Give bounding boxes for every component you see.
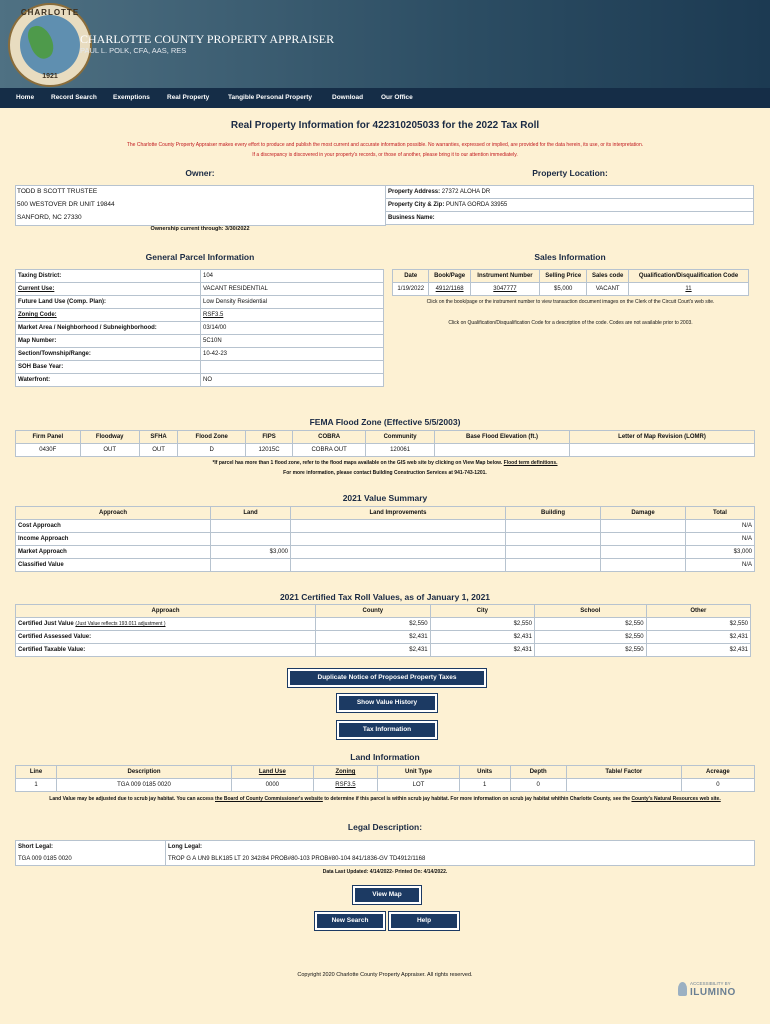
- general-row: [16, 270, 384, 283]
- owner-heading: Owner:: [185, 168, 215, 178]
- general-value: VACANT RESIDENTIAL: [201, 283, 384, 296]
- certified-value: $2,431: [316, 631, 431, 644]
- short-legal-value: TGA 009 0185 0020: [16, 853, 166, 866]
- general-row: [16, 348, 384, 361]
- just-value-note-link[interactable]: (Just Value reflects 193.011 adjustment ): [75, 621, 166, 627]
- nav-download[interactable]: Download: [332, 94, 364, 101]
- sales-header: Date: [393, 270, 429, 283]
- fema-cell: 12015C: [245, 444, 292, 457]
- sale-date: 1/19/2022: [393, 283, 429, 296]
- owner-line-3: SANFORD, NC 27330: [17, 214, 82, 221]
- location-table: [385, 185, 754, 225]
- certified-value: $2,550: [534, 644, 646, 657]
- site-header: [0, 0, 770, 88]
- seal-top-text: CHARLOTTE: [20, 8, 80, 17]
- fema-cell: [435, 444, 570, 457]
- fema-header: Flood Zone: [178, 431, 246, 444]
- general-label: Waterfront:: [16, 374, 201, 387]
- certified-header: School: [534, 605, 646, 618]
- land-use-header-link[interactable]: Land Use: [232, 766, 314, 779]
- general-value: [201, 361, 384, 374]
- certified-value: $2,550: [534, 631, 646, 644]
- fema-heading: FEMA Flood Zone (Effective 5/5/2003): [309, 417, 461, 427]
- certified-value: $2,431: [646, 644, 750, 657]
- certified-row: [16, 644, 751, 657]
- land-cell: 0: [510, 779, 566, 792]
- general-row: [16, 296, 384, 309]
- land-note: [15, 795, 755, 804]
- certified-value: $2,431: [646, 631, 750, 644]
- fema-table: [15, 430, 755, 457]
- general-value: 03/14/00: [201, 322, 384, 335]
- fema-note-1: [0, 460, 770, 466]
- value-summary-table: [15, 506, 755, 572]
- fema-header: Firm Panel: [16, 431, 81, 444]
- land-note-text: Land Value may be adjusted due to scrub jay habitat. You can access: [49, 796, 214, 802]
- value-cell: [291, 546, 506, 559]
- view-map-button[interactable]: View Map: [353, 886, 421, 904]
- owner-line-2: 500 WESTOVER DR UNIT 19844: [17, 201, 115, 208]
- sales-header: Qualification/Disqualification Code: [629, 270, 749, 283]
- value-total: N/A: [686, 520, 755, 533]
- general-label: SOH Base Year:: [16, 361, 201, 374]
- fema-header: Letter of Map Revision (LOMR): [570, 431, 755, 444]
- sales-heading: Sales Information: [534, 252, 606, 262]
- land-cell: TGA 009 0185 0020: [57, 779, 232, 792]
- fema-note-2: For more information, please contact Building Construction Services at 941-743-1201.: [283, 470, 487, 476]
- certified-value: $2,550: [646, 618, 750, 631]
- fema-cell: OUT: [139, 444, 178, 457]
- value-cell: [211, 559, 291, 572]
- site-subtitle: PAUL L. POLK, CFA, AAS, RES: [80, 46, 187, 55]
- instrument-number-link[interactable]: 3047777: [470, 283, 539, 296]
- zoning-code-link[interactable]: Zoning Code:: [16, 309, 201, 322]
- general-row: [16, 374, 384, 387]
- land-header: Unit Type: [378, 766, 459, 779]
- general-row: [16, 335, 384, 348]
- new-search-button[interactable]: New Search: [315, 912, 385, 930]
- seal-year: 1921: [42, 73, 58, 80]
- value-cell: [601, 520, 686, 533]
- general-row: [16, 361, 384, 374]
- value-total: N/A: [686, 533, 755, 546]
- value-cell: [601, 559, 686, 572]
- certified-value: $2,550: [534, 618, 646, 631]
- certified-row: [16, 631, 751, 644]
- certified-row: [16, 618, 751, 631]
- value-row: [16, 533, 755, 546]
- address-value: 27372 ALOHA DR: [441, 189, 491, 195]
- tax-information-button[interactable]: Tax Information: [337, 721, 437, 739]
- fema-header: SFHA: [139, 431, 178, 444]
- certified-value: $2,431: [430, 644, 534, 657]
- value-header: Land Improvements: [291, 507, 506, 520]
- general-row: [16, 322, 384, 335]
- value-total: $3,000: [686, 546, 755, 559]
- value-cell: [506, 520, 601, 533]
- general-row: [16, 309, 384, 322]
- sales-row: [393, 283, 749, 296]
- fema-cell: COBRA OUT: [293, 444, 366, 457]
- zoning-value-link[interactable]: RSF3.5: [201, 309, 384, 322]
- value-row: [16, 559, 755, 572]
- land-row: [16, 779, 755, 792]
- fema-cell: OUT: [80, 444, 139, 457]
- legal-table: [15, 840, 755, 866]
- certified-value: $2,550: [316, 618, 431, 631]
- land-cell: 1: [459, 779, 510, 792]
- main-nav: [0, 88, 770, 108]
- address-label: Property Address:: [388, 189, 441, 195]
- general-label: Taxing District:: [16, 270, 201, 283]
- fema-cell: [570, 444, 755, 457]
- location-heading: Property Location:: [532, 168, 608, 178]
- fema-header: Community: [366, 431, 435, 444]
- land-note-text: to determine if this parcel is within scrub jay habitat. For more information on scrub jay habitat whithin Charlotte County, see the: [324, 796, 631, 802]
- nav-exemptions[interactable]: Exemptions: [113, 94, 150, 101]
- general-label: Market Area / Neighborhood / Subneighborhood:: [16, 322, 201, 335]
- land-header: Units: [459, 766, 510, 779]
- fema-cell: D: [178, 444, 246, 457]
- value-total: N/A: [686, 559, 755, 572]
- land-header: Table/ Factor: [566, 766, 681, 779]
- value-header: Building: [506, 507, 601, 520]
- certified-table: [15, 604, 751, 657]
- general-label: Section/Township/Range:: [16, 348, 201, 361]
- sales-table: [392, 269, 749, 296]
- sales-note-2: Click on Qualification/Disqualification Code for a description of the code. Codes are not available prior to 2003.: [448, 320, 693, 326]
- land-cell: 1: [16, 779, 57, 792]
- accessibility-badge[interactable]: [678, 980, 758, 1002]
- disclaimer-1: The Charlotte County Property Appraiser makes every effort to produce and publish the most current and accurate information possible. No warranties, expressed or implied, are provided for the data herein, its use, or its interpretation.: [126, 142, 644, 148]
- land-cell: [566, 779, 681, 792]
- nav-tangible-personal-property[interactable]: Tangible Personal Property: [228, 94, 313, 101]
- badge-name: ILUMINO: [690, 987, 736, 998]
- value-cell: [291, 520, 506, 533]
- land-header: Line: [16, 766, 57, 779]
- zoning-value-link[interactable]: RSF3.5: [313, 779, 378, 792]
- land-cell: LOT: [378, 779, 459, 792]
- certified-header: Other: [646, 605, 750, 618]
- value-summary-heading: 2021 Value Summary: [342, 493, 428, 503]
- value-cell: [601, 533, 686, 546]
- city-label: Property City & Zip:: [388, 202, 445, 208]
- site-title: CHARLOTTE COUNTY PROPERTY APPRAISER: [80, 32, 335, 46]
- general-value: 10-42-23: [201, 348, 384, 361]
- disclaimer-2: If a discrepancy is discovered in your property's records, or those of another, please bring it to our attention immediately.: [252, 152, 518, 158]
- value-cell: [211, 533, 291, 546]
- legal-heading: Legal Description:: [347, 822, 423, 832]
- land-header: Depth: [510, 766, 566, 779]
- value-header: Land: [211, 507, 291, 520]
- value-header: Total: [686, 507, 755, 520]
- help-button[interactable]: Help: [389, 912, 459, 930]
- current-use-link[interactable]: Current Use:: [16, 283, 201, 296]
- land-table: [15, 765, 755, 792]
- certified-value: $2,550: [430, 618, 534, 631]
- general-heading: General Parcel Information: [145, 252, 255, 262]
- value-row: [16, 546, 755, 559]
- nav-our-office[interactable]: Our Office: [381, 94, 413, 101]
- nav-home[interactable]: Home: [16, 94, 35, 101]
- sales-header: Selling Price: [540, 270, 587, 283]
- fema-header: FIPS: [245, 431, 292, 444]
- value-cell: [601, 546, 686, 559]
- flood-term-definitions-link[interactable]: Flood term definitions.: [503, 460, 558, 466]
- certified-label: Certified Just Value: [18, 621, 74, 627]
- sales-header: Book/Page: [429, 270, 470, 283]
- fema-header: Floodway: [80, 431, 139, 444]
- value-cell: [211, 520, 291, 533]
- value-header: Damage: [601, 507, 686, 520]
- value-cell: [291, 533, 506, 546]
- value-cell: [506, 533, 601, 546]
- fema-cell: 0430F: [16, 444, 81, 457]
- certified-header: County: [316, 605, 431, 618]
- general-row: [16, 283, 384, 296]
- fema-header: COBRA: [293, 431, 366, 444]
- bocc-website-link[interactable]: the Board of County Commissioner's website: [215, 796, 323, 802]
- ownership-current: Ownership current through: 3/30/2022: [150, 226, 250, 232]
- land-header: Acreage: [681, 766, 754, 779]
- owner-line-1: TODD B SCOTT TRUSTEE: [17, 188, 98, 195]
- value-approach: Classified Value: [16, 559, 211, 572]
- natural-resources-link[interactable]: County's Natural Resources web site.: [631, 796, 721, 802]
- fema-cell: 120061: [366, 444, 435, 457]
- value-approach: Market Approach: [16, 546, 211, 559]
- long-legal-label: Long Legal:: [166, 841, 755, 854]
- sales-header: Sales code: [587, 270, 629, 283]
- value-header: Approach: [16, 507, 211, 520]
- certified-heading: 2021 Certified Tax Roll Values, as of January 1, 2021: [279, 592, 491, 602]
- nav-real-property[interactable]: Real Property: [167, 94, 210, 101]
- sales-code: VACANT: [587, 283, 629, 296]
- certified-header: City: [430, 605, 534, 618]
- value-cell: [506, 559, 601, 572]
- fema-row: [16, 444, 755, 457]
- value-cell: [291, 559, 506, 572]
- short-legal-label: Short Legal:: [16, 841, 166, 854]
- zoning-header-link[interactable]: Zoning: [313, 766, 378, 779]
- general-table: [15, 269, 384, 387]
- general-value: NO: [201, 374, 384, 387]
- land-heading: Land Information: [350, 752, 420, 762]
- certified-header: Approach: [16, 605, 316, 618]
- selling-price: $5,000: [540, 283, 587, 296]
- badge-top-text: ACCESSIBILITY BY: [690, 981, 731, 986]
- certified-label: Certified Assessed Value:: [16, 631, 316, 644]
- general-value: Low Density Residential: [201, 296, 384, 309]
- general-value: 5C10N: [201, 335, 384, 348]
- certified-value: $2,431: [316, 644, 431, 657]
- certified-value: $2,431: [430, 631, 534, 644]
- certified-label: Certified Taxable Value:: [16, 644, 316, 657]
- nav-record-search[interactable]: Record Search: [51, 94, 97, 101]
- value-approach: Income Approach: [16, 533, 211, 546]
- copyright: Copyright 2020 Charlotte County Property Appraiser. All rights reserved.: [297, 972, 473, 978]
- land-cell: 0: [681, 779, 754, 792]
- owner-box: [15, 185, 386, 226]
- value-cell: [506, 546, 601, 559]
- data-last-updated: Data Last Updated: 4/14/2022- Printed On: 4/14/2022.: [322, 869, 448, 875]
- general-label: Map Number:: [16, 335, 201, 348]
- city-value: PUNTA GORDA 33955: [446, 202, 508, 208]
- general-label: Future Land Use (Comp. Plan):: [16, 296, 201, 309]
- land-cell: 0000: [232, 779, 314, 792]
- fema-header: Base Flood Elevation (ft.): [435, 431, 570, 444]
- qualification-code-link[interactable]: 11: [629, 283, 749, 296]
- book-page-link[interactable]: 4912/1168: [429, 283, 470, 296]
- value-row: [16, 520, 755, 533]
- business-label: Business Name:: [388, 215, 435, 221]
- general-value: 104: [201, 270, 384, 283]
- value-cell: $3,000: [211, 546, 291, 559]
- page-title: Real Property Information for 422310205033 for the 2022 Tax Roll: [230, 120, 540, 131]
- land-header: Description: [57, 766, 232, 779]
- show-value-history-button[interactable]: Show Value History: [337, 694, 437, 712]
- sales-header: Instrument Number: [470, 270, 539, 283]
- sales-note-1: Click on the book/page or the instrument number to view transaction document images on the Clerk of the Circuit Court's web site.: [426, 299, 715, 305]
- fema-note-text: *If parcel has more than 1 flood zone, refer to the flood maps available on the GIS web site by clicking on View Map below.: [212, 460, 503, 466]
- value-approach: Cost Approach: [16, 520, 211, 533]
- ilumino-icon: [678, 982, 687, 996]
- duplicate-notice-button[interactable]: Duplicate Notice of Proposed Property Taxes: [288, 669, 486, 687]
- long-legal-value: TROP G A UN9 BLK185 LT 20 342/84 PROB#80-103 PROB#80-104 841/1836-GV TD4912/1168: [166, 853, 755, 866]
